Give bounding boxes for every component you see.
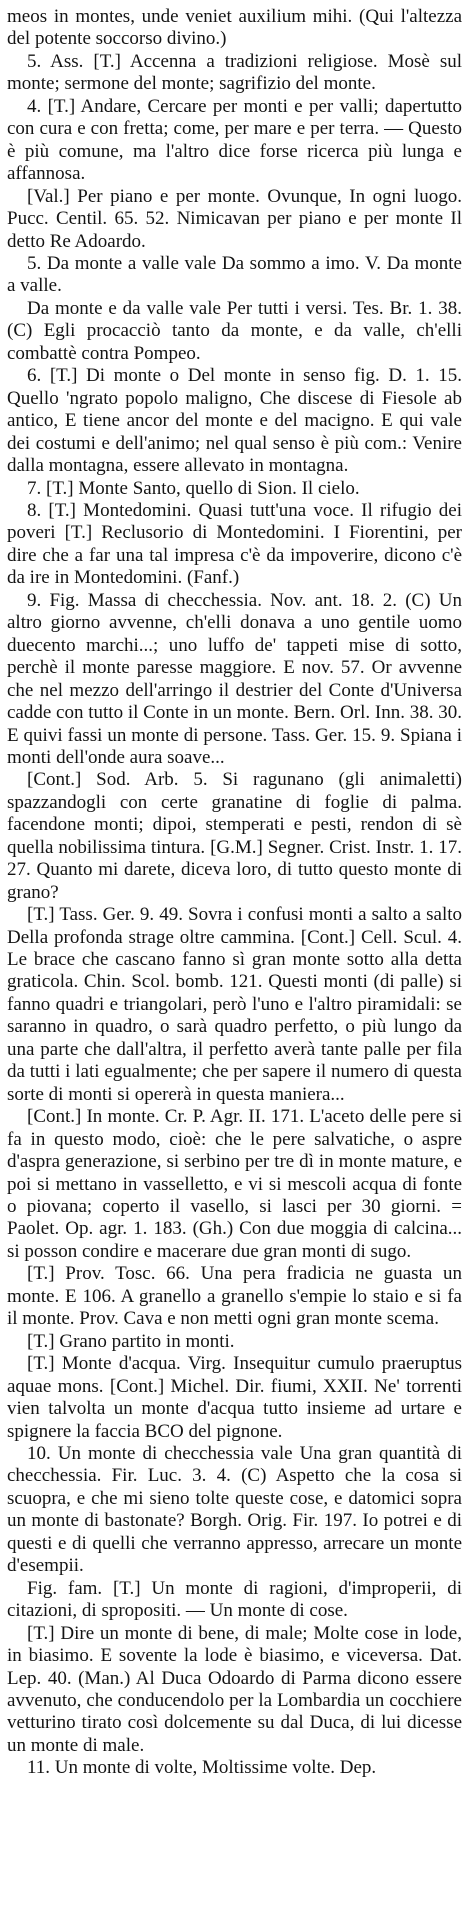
entry-paragraph: [T.] Dire un monte di bene, di male; Molte cose in lode, in biasimo. E sovente la lode è biasimo, e viceversa. Dat. Lep. 40. (Man.) Al Duca Odoardo di Parma dicono essere avvenuto, che conducendolo per la Lombardia un cocchiere vetturino tirato così dolcemente su dal Duca, di lui dicesse un monte di male. bbox=[7, 1622, 462, 1756]
entry-paragraph: 10. Un monte di checchessia vale Una gran quantità di checchessia. Fir. Luc. 3. 4. (C) Aspetto che la cosa si scuopra, e che mi sieno tolte queste cose, e datomici sopra un monte di bastonate? Borgh. Orig. Fir. 197. Io potrei e di questi e di quelli che verranno appresso, arrecare un monte d'esempii. bbox=[7, 1443, 462, 1577]
entry-paragraph: [T.] Grano partito in monti. bbox=[27, 1330, 235, 1352]
entry-paragraph: [T.] Monte d'acqua. Virg. Insequitur cumulo praeruptus aquae mons. [Cont.] Michel. Dir. fiumi, XXII. Ne' torrenti vien talvolta un monte d'acqua tutto insieme ad urtare e spignere la faccia BCO del pignone. bbox=[7, 1353, 462, 1442]
entry-paragraph: [T.] Tass. Ger. 9. 49. Sovra i confusi monti a salto a salto Della profonda strage oltre cammina. [Cont.] Cell. Scul. 4. Le brace che cascano fanno sì gran monte sotto alla detta graticola. Chin. Scol. bomb. 121. Questi monti (di palle) si fanno quadri e triangolari, però l'uno e l'altro piramidali: se saranno in quadro, o sarà quadro perfetto, o più lungo da una parte che dall'altra, il perfetto averà tante palle per fila da tutti i lati egualmente; che per sapere il numero di questa sorte di monti si opererà in questa maniera... bbox=[7, 904, 462, 1105]
entry-paragraph: 6. [T.] Di monte o Del monte in senso fig. D. 1. 15. Quello 'ngrato popolo maligno, Che discese di Fiesole ab antico, E tiene ancor del monte e del macigno. E qui vale dei costumi e dell'animo; nel qual senso è più com.: Venire dalla montagna, essere allevato in montagna. bbox=[7, 365, 462, 477]
entry-paragraph: meos in montes, unde veniet auxilium mihi. (Qui l'altezza del potente soccorso divino.) bbox=[7, 6, 462, 50]
entry-paragraph: 11. Un monte di volte, Moltissime volte. Dep. bbox=[27, 1757, 377, 1779]
entry-paragraph: 4. [T.] Andare, Cercare per monti e per valli; dapertutto con cura e con fretta; come, per mare e per terra. — Questo è più comune, ma l'altro dice forse ricerca più lunga e affannosa. bbox=[7, 95, 462, 185]
entry-paragraph: Da monte e da valle vale Per tutti i versi. Tes. Br. 1. 38. (C) Egli procacciò tanto da monte, e da valle, ch'elli combattè contra Pompeo. bbox=[7, 297, 462, 364]
entry-paragraph: 5. Ass. [T.] Accenna a tradizioni religiose. Mosè sul monte; sermone del monte; sagrifizio del monte. bbox=[7, 50, 462, 95]
entry-paragraph: [Val.] Per piano e per monte. Ovunque, In ogni luogo. Pucc. Centil. 65. 52. Nimicavan per piano e per monte Il detto Re Adoardo. bbox=[7, 185, 462, 252]
entry-paragraph: Fig. fam. [T.] Un monte di ragioni, d'improperii, di citazioni, di spropositi. — Un monte di cose. bbox=[7, 1577, 462, 1622]
entry-paragraph: [Cont.] Sod. Arb. 5. Si ragunano (gli animaletti) spazzandogli con certe granatine di foglie di palma. facendone monti; dipoi, stemperati e pesti, rendon di sè quella nobilissima tintura. [G.M.] Segner. Crist. Instr. 1. 17. 27. Quanto mi darete, diceva loro, di tutto questo monte di grano? bbox=[7, 769, 462, 903]
entry-paragraph: [Cont.] In monte. Cr. P. Agr. II. 171. L'aceto delle pere si fa in questo modo, cioè: che le pere salvatiche, o aspre d'aspra generazione, si serbino per tre dì in monte mature, e poi si mettano in vasselletto, e vi si mescoli acqua di fonte o piovana; coperto il vasello, si lasci per 30 giorni. = Paolet. Op. agr. 1. 183. (Gh.) Con due moggia di calcina... si posson condire e macerare due gran monti di sugo. bbox=[7, 1106, 462, 1262]
entry-paragraph: 8. [T.] Montedomini. Quasi tutt'una voce. Il rifugio dei poveri [T.] Reclusorio di Montedomini. I Fiorentini, per dire che a far una tal impresa c'è da impoverire, dicono c'è da ire in Montedomini. (Fanf.) bbox=[7, 499, 462, 589]
entry-paragraph: 7. [T.] Monte Santo, quello di Sion. Il cielo. bbox=[27, 477, 360, 499]
entry-paragraph: 9. Fig. Massa di checchessia. Nov. ant. 18. 2. (C) Un altro giorno avvenne, ch'elli donava a uno gentile uomo duecento marchi...; uno luffo de' tappeti mise di sotto, perchè il monte paresse maggiore. E nov. 57. Or avvenne che nel mezzo dell'arringo il destrier del Conte d'Universa cadde con tutto il Conte in un monte. Bern. Orl. Inn. 38. 30. E quivi fassi un monte di persone. Tass. Ger. 15. 9. Spiana i monti dell'onde aura soave... bbox=[7, 589, 462, 768]
entry-paragraph: 5. Da monte a valle vale Da sommo a imo. V. Da monte a valle. bbox=[7, 252, 462, 297]
entry-paragraph: [T.] Prov. Tosc. 66. Una pera fradicia ne guasta un monte. E 106. A granello a granello s'empie lo staio e si fa il monte. Prov. Cava e non metti ogni gran monte scema. bbox=[7, 1263, 462, 1330]
